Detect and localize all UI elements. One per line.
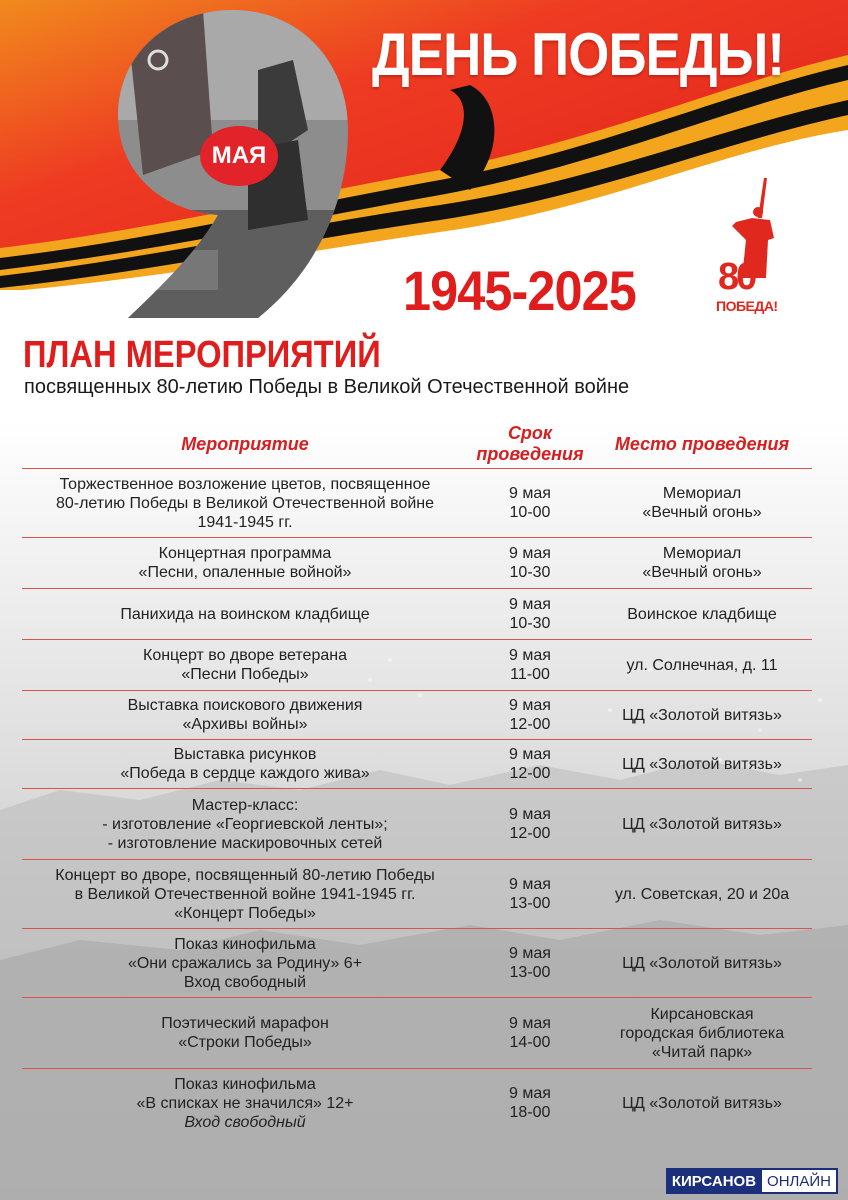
time-cell [468,646,592,684]
event-time: 12-00 [509,716,551,733]
time-cell [468,805,592,843]
place-line: городская библиотека [619,1024,785,1042]
event-cell [22,646,468,684]
event-line: Мастер-класс: [191,796,299,814]
place-line: «Вечный огонь» [642,564,762,581]
place-cell [592,815,812,834]
place-line: Воинское кладбище [627,605,777,623]
event-time: 10-30 [509,564,551,581]
plan-title: ПЛАН МЕРОПРИЯТИЙ [23,334,381,376]
event-line: Панихида на воинском кладбище [120,605,370,623]
table-row [22,468,812,537]
event-line: «Песни Победы» [181,666,309,683]
event-time: 14-00 [509,1034,551,1051]
event-line: Концерт во дворе ветерана [143,647,347,664]
time-cell [468,595,592,633]
event-cell [22,1075,468,1132]
brand-footer [666,1168,838,1194]
table-row [22,739,812,788]
event-line: Показ кинофильма [174,1075,316,1093]
event-cell [22,544,468,582]
table-body [22,468,812,1137]
table-row [22,788,812,859]
event-cell [22,745,468,783]
event-line: «Победа в сердце каждого жива» [120,765,370,782]
place-cell [592,484,812,522]
event-date: 9 мая [509,876,551,893]
event-cell [22,1014,468,1052]
table-row [22,588,812,639]
place-line: «Вечный огонь» [642,504,762,521]
event-line: Поэтический марафон [161,1015,329,1032]
place-line: Кирсановская [650,1005,754,1023]
event-line: Вход свободный [184,1113,306,1131]
victory-80-logo [712,178,790,320]
place-cell [592,706,812,725]
event-cell [22,696,468,734]
event-line: Показ кинофильма [174,935,316,953]
event-time: 10-00 [509,504,551,521]
event-line: Торжественное возложение цветов, посвященное [59,475,431,493]
event-line: в Великой Отечественной войне 1941-1945 гг. [74,885,416,903]
place-line: ЦД «Золотой витязь» [622,954,782,972]
time-cell [468,544,592,582]
event-line: Выставка поискового движения [127,697,363,714]
event-time: 11-00 [510,666,550,683]
events-table [22,420,812,1137]
logo-word: ПОБЕДА! [716,298,778,314]
event-time: 10-30 [509,615,551,632]
place-line: ул. Советская, 20 и 20а [614,885,790,903]
event-date: 9 мая [509,485,551,502]
time-cell [468,875,592,913]
table-header [22,420,812,468]
table-row [22,1068,812,1137]
event-line: 80-летию Победы в Великой Отечественной войне [55,494,435,512]
time-cell [468,944,592,982]
event-line: Концертная программа [158,545,332,562]
table-row [22,859,812,928]
event-date: 9 мая [509,945,551,962]
event-cell [22,796,468,853]
event-date: 9 мая [509,1015,551,1032]
page-title: ДЕНЬ ПОБЕДЫ! [372,21,785,88]
table-row [22,997,812,1068]
event-line: 1941-1945 гг. [197,513,293,531]
table-row [22,639,812,690]
time-cell [468,1014,592,1052]
event-cell [22,605,468,624]
event-line: - изготовление «Георгиевской ленты»; [102,815,388,833]
place-line: ЦД «Золотой витязь» [622,815,782,833]
header-time-line1: Срок [507,423,553,443]
place-cell [592,1094,812,1113]
event-time: 12-00 [509,825,551,842]
event-time: 12-00 [509,765,551,782]
time-cell [468,745,592,783]
place-line: ЦД «Золотой витязь» [622,706,782,724]
place-cell [592,544,812,582]
header-time [468,423,592,465]
event-date: 9 мая [509,596,551,613]
event-cell [22,866,468,923]
event-time: 13-00 [509,964,551,981]
table-row [22,928,812,997]
event-date: 9 мая [509,806,551,823]
event-line: Концерт во дворе, посвященный 80-летию Победы [55,866,435,884]
event-line: «Песни, опаленные войной» [138,564,352,581]
event-line: «Строки Победы» [178,1034,312,1051]
logo-number: 80 [718,256,755,298]
place-cell [592,755,812,774]
header-event: Мероприятие [181,433,309,454]
event-date: 9 мая [509,647,551,664]
event-date: 9 мая [509,1085,551,1102]
event-line: Выставка рисунков [173,746,317,763]
place-line: Мемориал [662,545,742,562]
event-line: - изготовление маскировочных сетей [107,834,383,852]
table-row [22,690,812,739]
event-line: «В списках не значился» 12+ [136,1094,354,1112]
table-row [22,537,812,588]
time-cell [468,696,592,734]
place-cell [592,656,812,675]
place-cell [592,885,812,904]
header-time-line2: проведения [476,444,584,464]
brand-suffix: ОНЛАЙН [762,1168,838,1194]
event-time: 13-00 [509,895,551,912]
event-line: «Концерт Победы» [174,904,316,922]
place-cell [592,605,812,624]
time-cell [468,484,592,522]
event-line: «Они сражались за Родину» 6+ [127,954,363,972]
event-date: 9 мая [509,697,551,714]
years-heading: 1945-2025 [403,259,636,322]
event-line: «Архивы войны» [182,716,308,733]
event-cell [22,935,468,992]
place-cell [592,954,812,973]
plan-subtitle: посвященных 80-летию Победы в Великой Отечественной войне [24,376,630,398]
place-line: ул. Солнечная, д. 11 [626,656,778,674]
place-line: Мемориал [662,485,742,502]
place-line: ЦД «Золотой витязь» [622,1094,782,1112]
header-place: Место проведения [614,433,790,454]
event-line: Вход свободный [183,973,307,991]
place-cell [592,1005,812,1062]
time-cell [468,1084,592,1122]
may-badge: МАЯ [200,126,278,186]
event-cell [22,475,468,532]
event-time: 18-00 [509,1104,551,1121]
place-line: «Читай парк» [651,1043,753,1061]
brand-name: КИРСАНОВ [666,1168,762,1194]
event-date: 9 мая [509,545,551,562]
event-date: 9 мая [509,746,551,763]
place-line: ЦД «Золотой витязь» [622,755,782,773]
